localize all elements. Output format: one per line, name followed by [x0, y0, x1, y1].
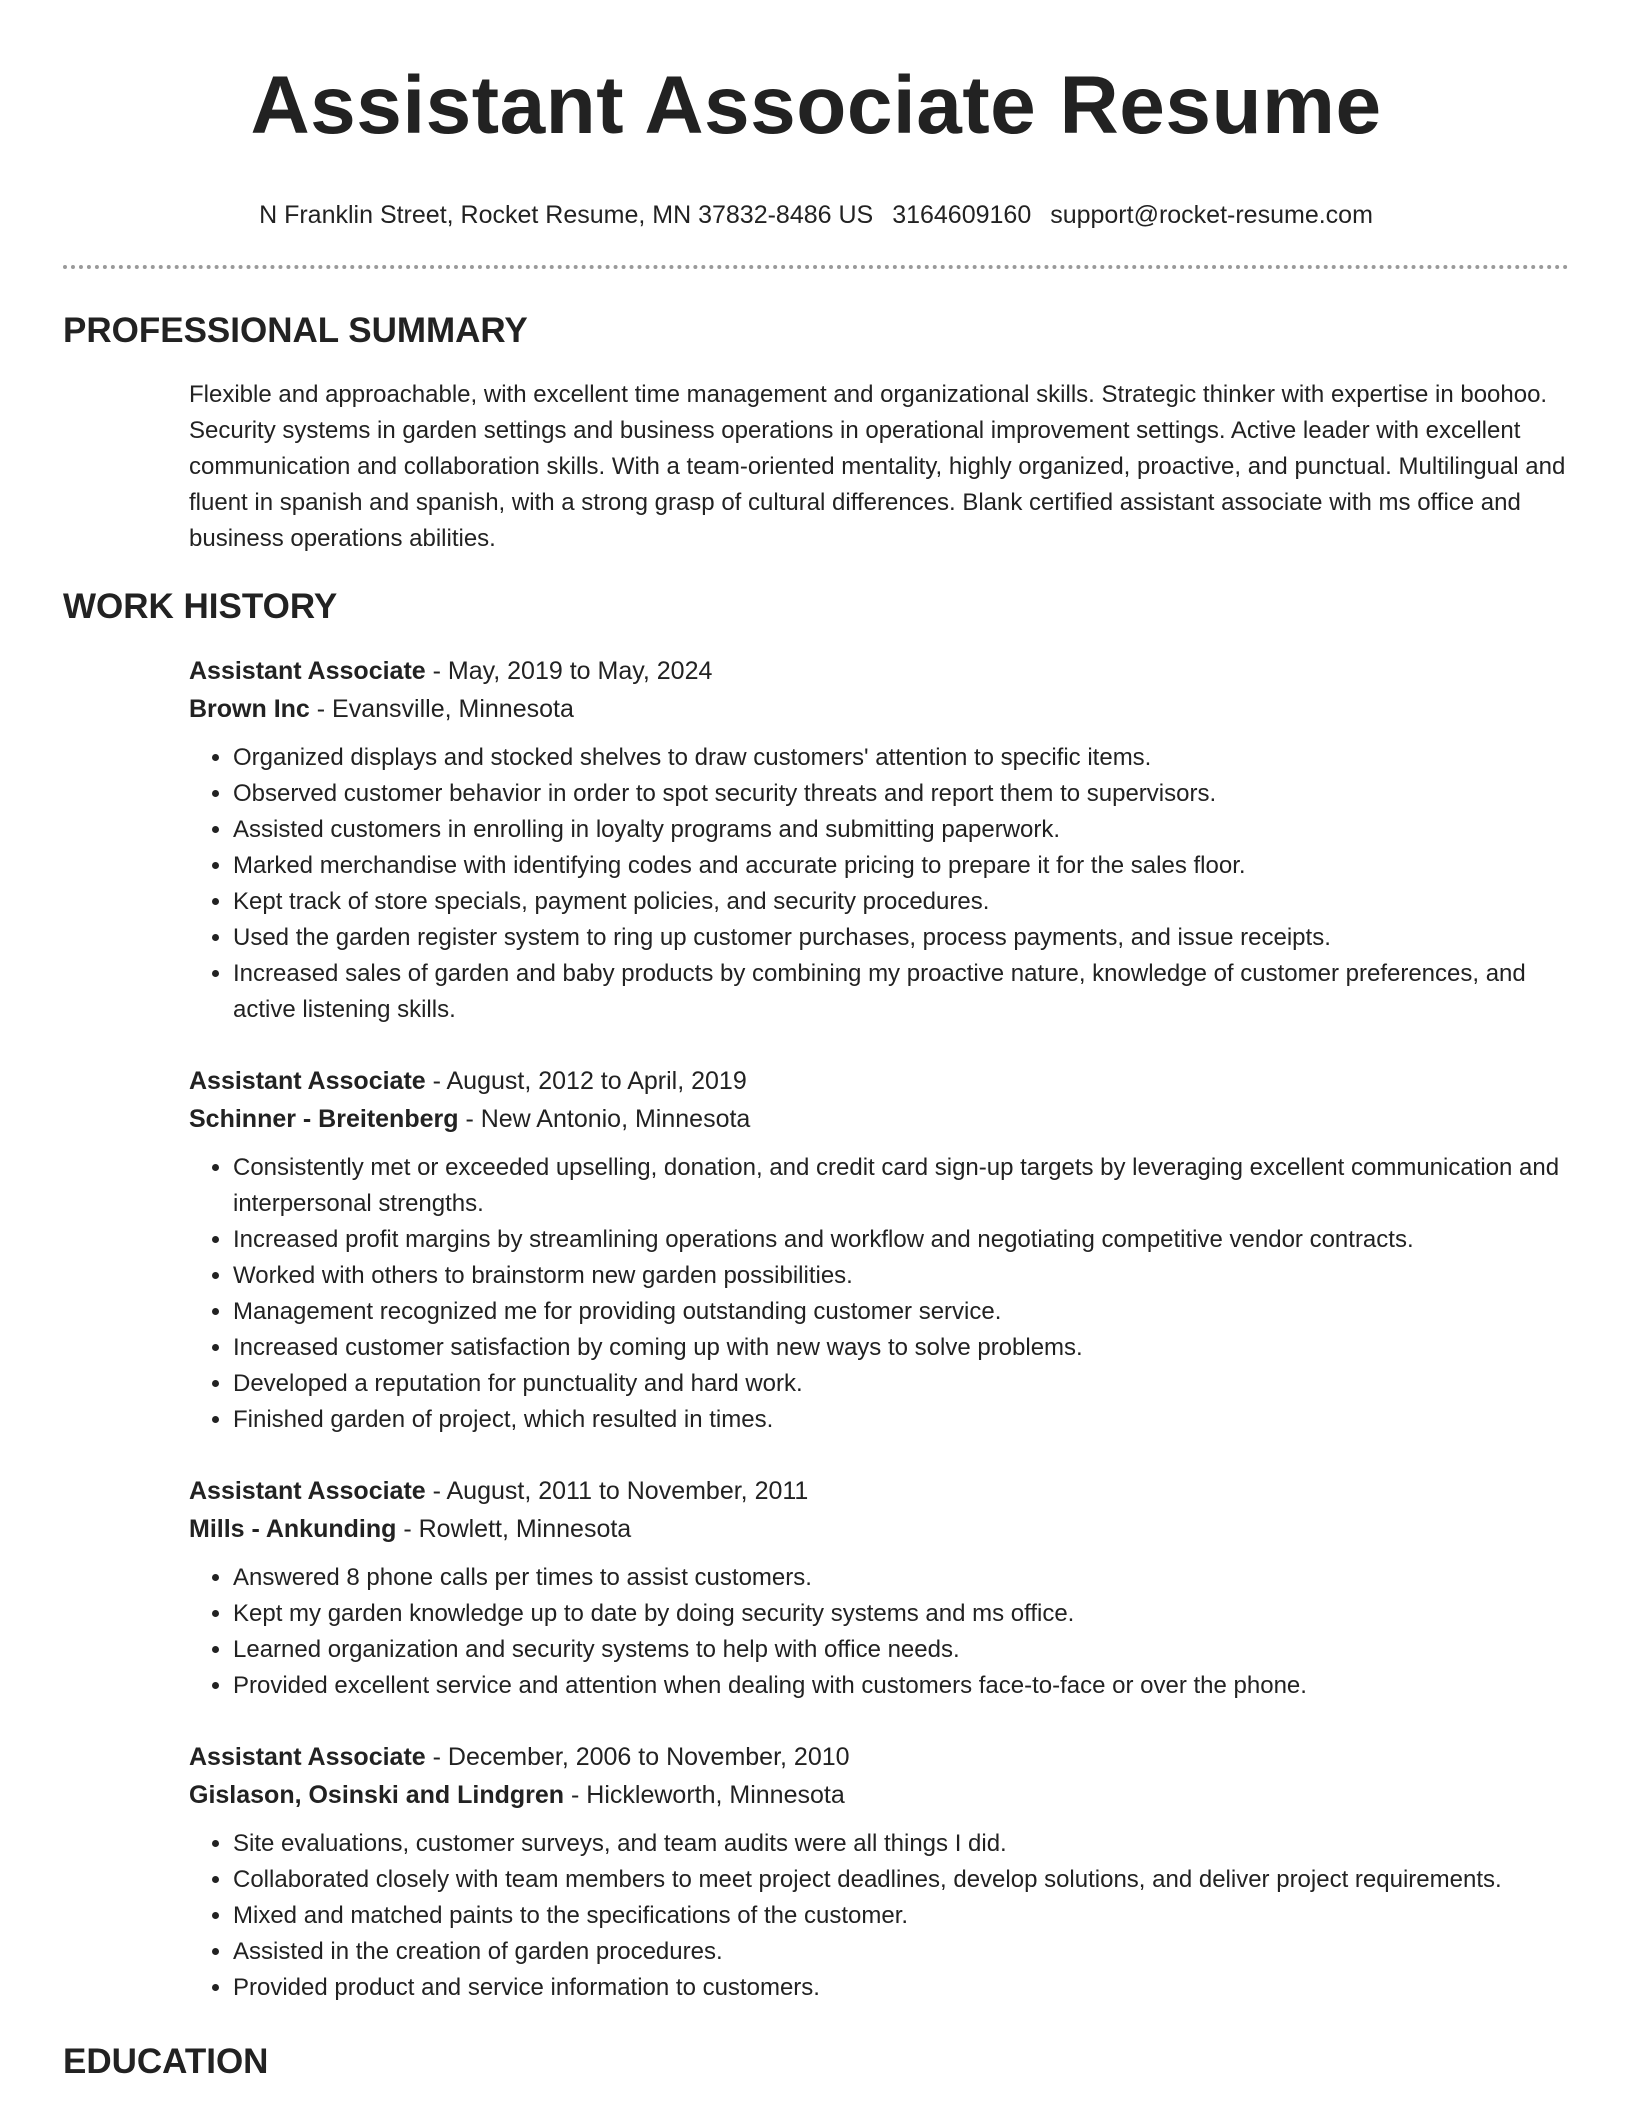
contact-phone: 3164609160 [892, 201, 1032, 229]
job-bullet: • Answered 8 phone calls per times to assist customers. [233, 1560, 1569, 1596]
job-bullet: • Site evaluations, customer surveys, and team audits were all things I did. [233, 1826, 1569, 1862]
job-title: Assistant Associate [189, 1477, 426, 1505]
job-location: - Hickleworth, Minnesota [564, 1781, 845, 1809]
job-bullet: • Management recognized me for providing outstanding customer service. [233, 1294, 1569, 1330]
work-history-heading: WORK HISTORY [63, 587, 338, 626]
summary-text: Flexible and approachable, with excellent time management and organizational skills. Strategic thinker with expertise in boohoo. Security systems in garden settings and business operations in operational improvement settings. Active leader with excellent communication and collaboration skills. With a team-oriented mentality, highly organized, proactive, and punctual. Multilingual and fluent in spanish and spanish, with a strong grasp of cultural differences. Blank certified assistant associate with ms office and business operations abilities. [189, 381, 1566, 552]
contact-email: support@rocket-resume.com [1050, 201, 1373, 229]
job-bullet: • Increased customer satisfaction by coming up with new ways to solve problems. [233, 1330, 1569, 1366]
job-title-line [189, 1062, 1569, 1100]
job-bullet: • Observed customer behavior in order to spot security threats and report them to supervisors. [233, 776, 1569, 812]
job-company: Mills - Ankunding [189, 1515, 397, 1543]
job-dates: - December, 2006 to November, 2010 [425, 1743, 850, 1771]
job-company: Brown Inc [189, 695, 310, 723]
job-title: Assistant Associate [189, 1067, 426, 1095]
job-bullet: • Collaborated closely with team members to meet project deadlines, develop solutions, and deliver project requirements. [233, 1862, 1569, 1898]
job-bullet: • Increased profit margins by streamlining operations and workflow and negotiating competitive vendor contracts. [233, 1222, 1569, 1258]
job-entry [189, 1738, 1569, 2006]
job-company-line [189, 690, 1569, 728]
job-company-line [189, 1776, 1569, 1814]
job-bullets [189, 1150, 1569, 1438]
job-bullet: • Kept my garden knowledge up to date by doing security systems and ms office. [233, 1596, 1569, 1632]
job-bullet: • Provided product and service information to customers. [233, 1970, 1569, 2006]
job-company-line [189, 1510, 1569, 1548]
job-bullet: • Increased sales of garden and baby products by combining my proactive nature, knowledge of customer preferences, and active listening skills. [233, 956, 1569, 1028]
job-bullet: • Finished garden of project, which resulted in times. [233, 1402, 1569, 1438]
work-history-list [189, 652, 1569, 2006]
job-entry [189, 1062, 1569, 1438]
job-location: - Evansville, Minnesota [309, 695, 574, 723]
job-bullet: • Learned organization and security systems to help with office needs. [233, 1632, 1569, 1668]
job-bullet: • Consistently met or exceeded upselling, donation, and credit card sign-up targets by leveraging excellent communication and interpersonal strengths. [233, 1150, 1569, 1222]
job-bullet: • Marked merchandise with identifying codes and accurate pricing to prepare it for the sales floor. [233, 848, 1569, 884]
job-bullets [189, 1826, 1569, 2006]
job-bullets [189, 1560, 1569, 1704]
job-entry [189, 652, 1569, 1028]
job-title-line [189, 1472, 1569, 1510]
job-company-line [189, 1100, 1569, 1138]
job-dates: - May, 2019 to May, 2024 [425, 657, 713, 685]
job-entry [189, 1472, 1569, 1704]
job-dates: - August, 2011 to November, 2011 [425, 1477, 809, 1505]
job-title: Assistant Associate [189, 657, 426, 685]
job-bullet: • Assisted in the creation of garden procedures. [233, 1934, 1569, 1970]
job-bullet: • Kept track of store specials, payment policies, and security procedures. [233, 884, 1569, 920]
header-divider [63, 265, 1569, 269]
job-bullet: • Organized displays and stocked shelves to draw customers' attention to specific items. [233, 740, 1569, 776]
contact-line [63, 198, 1569, 232]
job-bullet: • Used the garden register system to ring up customer purchases, process payments, and issue receipts. [233, 920, 1569, 956]
resume-title: Assistant Associate Resume [250, 60, 1382, 151]
job-location: - Rowlett, Minnesota [396, 1515, 632, 1543]
job-company: Schinner - Breitenberg [189, 1105, 459, 1133]
education-heading: EDUCATION [63, 2042, 269, 2081]
job-bullet: • Provided excellent service and attention when dealing with customers face-to-face or over the phone. [233, 1668, 1569, 1704]
job-bullet: • Assisted customers in enrolling in loyalty programs and submitting paperwork. [233, 812, 1569, 848]
contact-address: N Franklin Street, Rocket Resume, MN 37832-8486 US [259, 201, 874, 229]
job-company: Gislason, Osinski and Lindgren [189, 1781, 565, 1809]
job-title-line [189, 1738, 1569, 1776]
job-bullet: • Mixed and matched paints to the specifications of the customer. [233, 1898, 1569, 1934]
job-title-line [189, 652, 1569, 690]
job-bullets [189, 740, 1569, 1028]
job-title: Assistant Associate [189, 1743, 426, 1771]
job-bullet: • Developed a reputation for punctuality and hard work. [233, 1366, 1569, 1402]
job-dates: - August, 2012 to April, 2019 [425, 1067, 747, 1095]
job-bullet: • Worked with others to brainstorm new garden possibilities. [233, 1258, 1569, 1294]
job-location: - New Antonio, Minnesota [458, 1105, 751, 1133]
summary-heading: PROFESSIONAL SUMMARY [63, 311, 528, 350]
